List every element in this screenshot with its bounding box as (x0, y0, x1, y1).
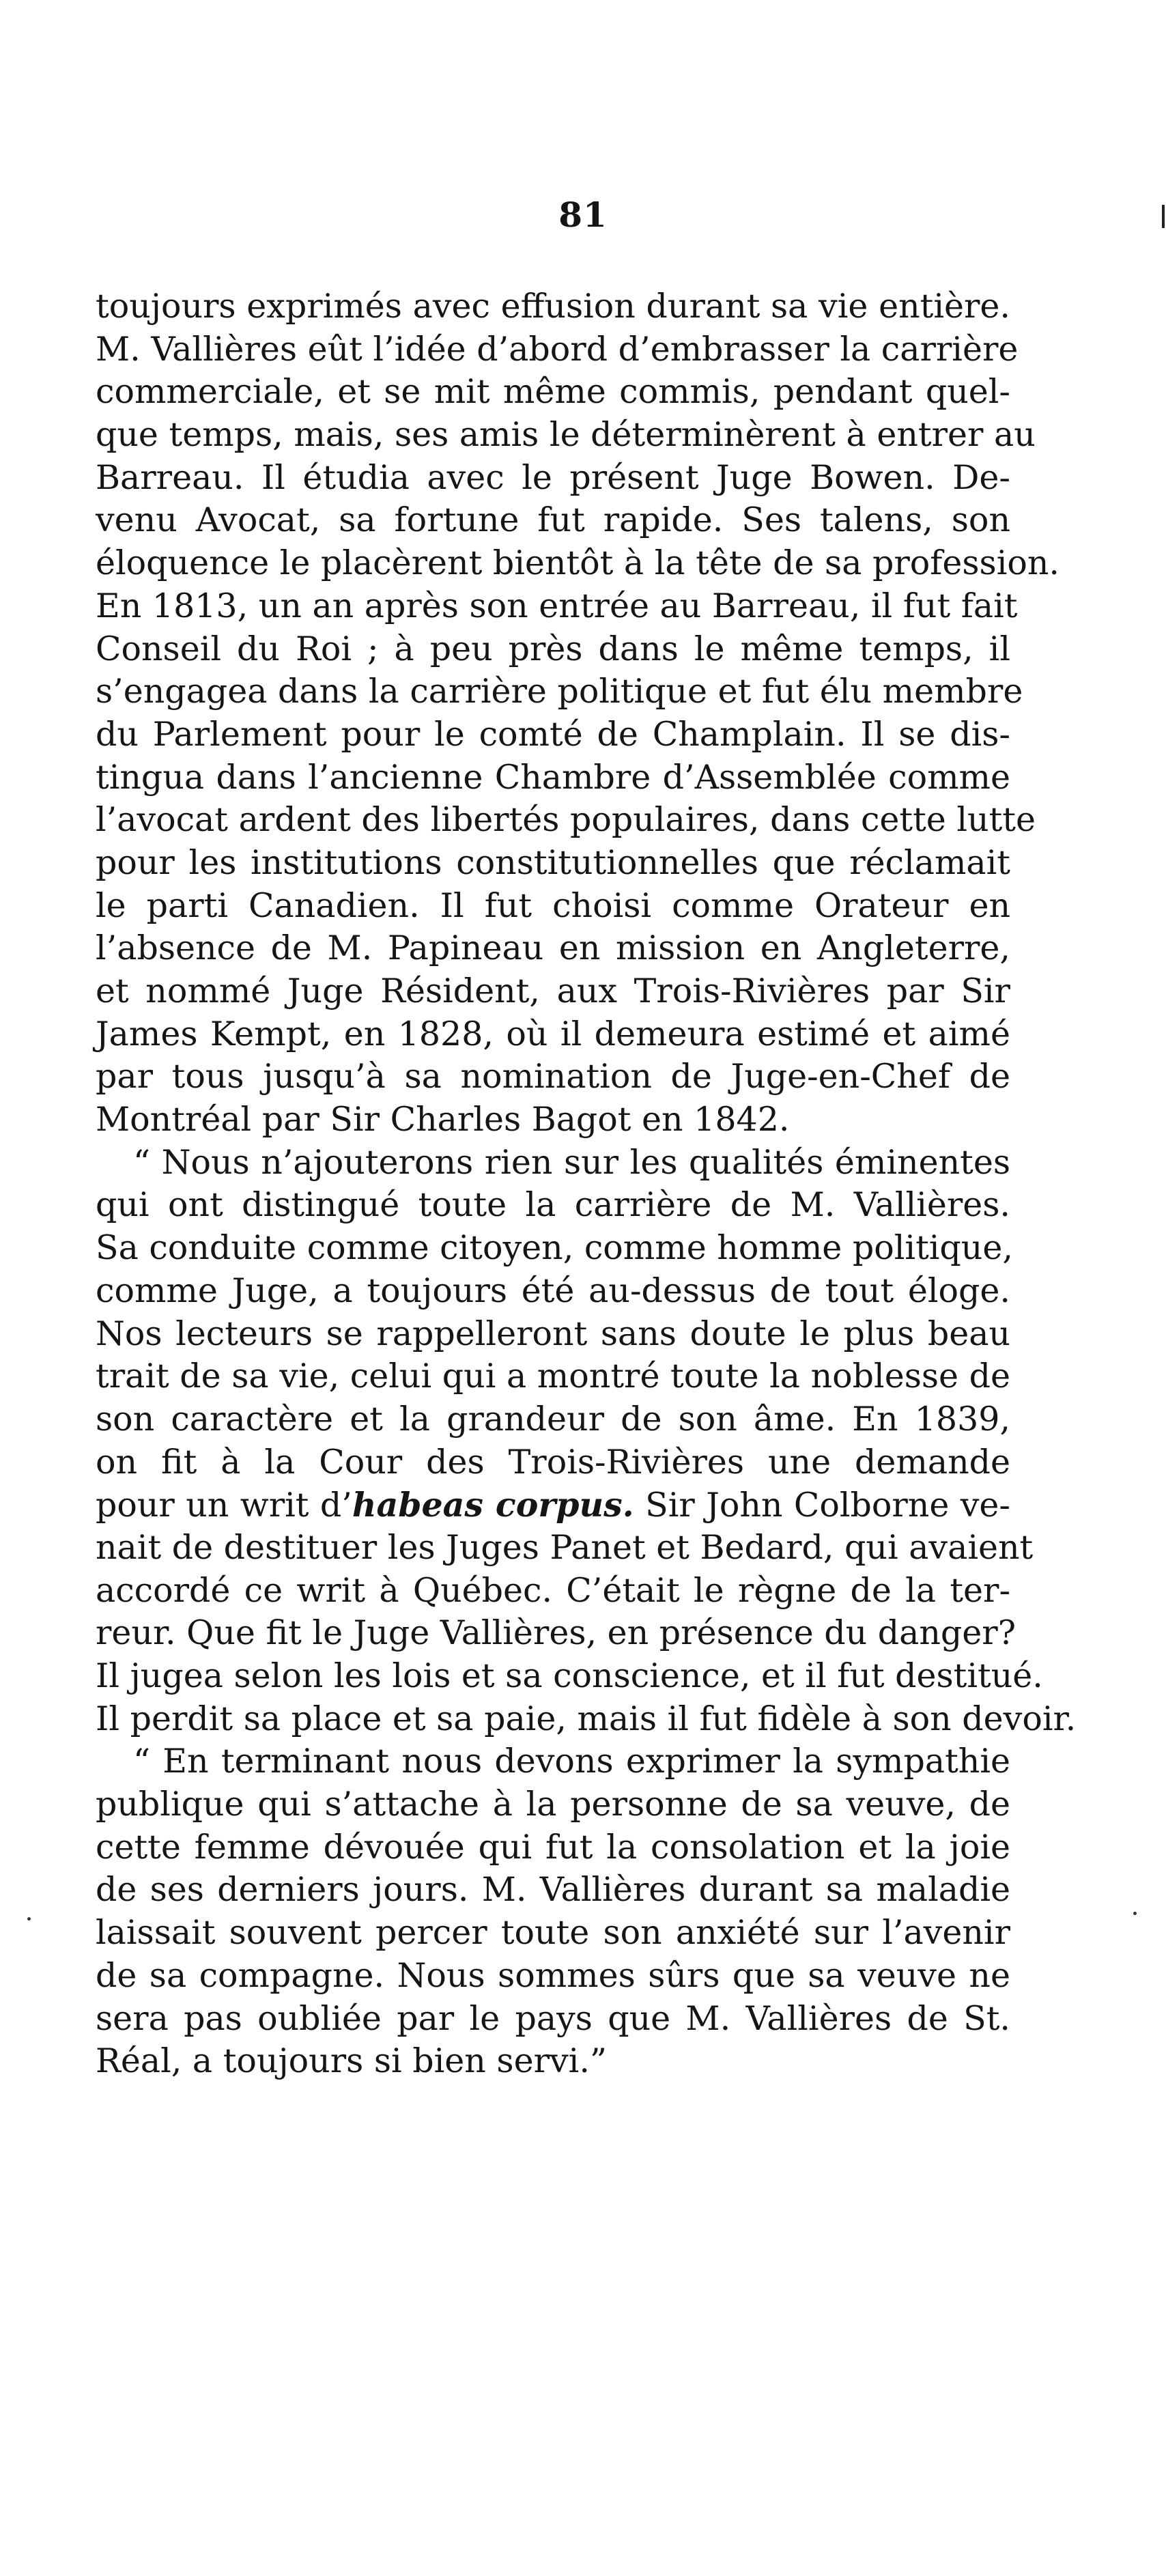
text-line: reur. Que fit le Juge Vallières, en présence du danger? (96, 1613, 1016, 1653)
text-line: que temps, mais, ses amis le déterminèrent à entrer au (96, 415, 1036, 455)
text-run: Sir John Colborne ve- (634, 1486, 1010, 1525)
text-line: sera pas oubliée par le pays que M. Vallières de St. (96, 1998, 1010, 2038)
margin-speck-right (1133, 1912, 1137, 1915)
text-line: “ Nous n’ajouterons rien sur les qualités éminentes (133, 1142, 1010, 1182)
text-line: “ En terminant nous devons exprimer la sympathie (133, 1742, 1010, 1781)
text-line: éloquence le placèrent bientôt à la tête de sa profession. (96, 543, 1060, 583)
page-number: 81 (558, 195, 608, 235)
text-line: de sa compagne. Nous sommes sûrs que sa veuve ne (96, 1955, 1010, 1995)
text-line: et nommé Juge Résident, aux Trois-Rivières par Sir (96, 972, 1010, 1010)
text-line: trait de sa vie, celui qui a montré toute la noblesse de (96, 1357, 1010, 1396)
text-line: son caractère et la grandeur de son âme. En 1839, (96, 1399, 1010, 1439)
text-line: commerciale, et se mit même commis, pendant quel- (96, 372, 1010, 412)
text-line: cette femme dévouée qui fut la consolation et la joie (96, 1827, 1010, 1867)
text-line: Montréal par Sir Charles Bagot en 1842. (96, 1100, 790, 1140)
text-line: tingua dans l’ancienne Chambre d’Assemblée comme (96, 757, 1010, 797)
text-line: Il jugea selon les lois et sa conscience, et il fut destitué. (96, 1656, 1043, 1695)
text-line: l’avocat ardent des libertés populaires, dans cette lutte (96, 800, 1036, 840)
text-line: par tous jusqu’à sa nomination de Juge-en-Chef de (96, 1057, 1010, 1096)
text-line: comme Juge, a toujours été au-dessus de tout éloge. (96, 1271, 1010, 1310)
text-line: Sa conduite comme citoyen, comme homme politique, (96, 1228, 1013, 1268)
text-line: le parti Canadien. Il fut choisi comme Orateur en (96, 886, 1010, 925)
text-line: En 1813, un an après son entrée au Barreau, il fut fait (96, 586, 1018, 625)
text-line: Réal, a toujours si bien servi.” (96, 2041, 607, 2081)
text-line: publique qui s’attache à la personne de sa veuve, de (96, 1785, 1010, 1824)
text-line: Barreau. Il étudia avec le présent Juge Bowen. De- (96, 457, 1010, 497)
text-run: pour un writ d’ (96, 1486, 352, 1525)
body-text (96, 285, 1077, 2083)
text-line: Conseil du Roi ; à peu près dans le même temps, il (96, 629, 1010, 668)
italic-term: habeas corpus. (352, 1485, 634, 1525)
text-line: M. Vallières eût l’idée d’abord d’embrasser la carrière (96, 329, 1019, 369)
text-line: nait de destituer les Juges Panet et Bedard, qui avaient (96, 1527, 1034, 1567)
page-edge-mark (1162, 205, 1165, 228)
text-line: qui ont distingué toute la carrière de M. Vallières. (96, 1185, 1010, 1225)
text-line: venu Avocat, sa fortune fut rapide. Ses talens, son (96, 500, 1010, 540)
margin-speck-left (27, 1917, 31, 1921)
text-line: Nos lecteurs se rappelleront sans doute le plus beau (96, 1314, 1010, 1353)
text-line: toujours exprimés avec effusion durant sa vie entière. (96, 287, 1010, 326)
text-line: de ses derniers jours. M. Vallières durant sa maladie (96, 1870, 1010, 1910)
text-line (96, 1484, 1010, 1527)
text-line: accordé ce writ à Québec. C’était le règne de la ter- (96, 1570, 1010, 1610)
text-line: pour les institutions constitutionnelles que réclamait (96, 843, 1010, 882)
text-line: on fit à la Cour des Trois-Rivières une demande (96, 1442, 1010, 1482)
text-line: l’absence de M. Papineau en mission en Angleterre, (96, 929, 1010, 968)
text-line: Il perdit sa place et sa paie, mais il fut fidèle à son devoir. (96, 1699, 1077, 1738)
text-line: du Parlement pour le comté de Champlain. Il se dis- (96, 714, 1010, 754)
text-line: laissait souvent percer toute son anxiété sur l’avenir (96, 1913, 1010, 1953)
text-line: s’engagea dans la carrière politique et fut élu membre (96, 672, 1023, 711)
text-line: James Kempt, en 1828, où il demeura estimé et aimé (96, 1014, 1010, 1053)
